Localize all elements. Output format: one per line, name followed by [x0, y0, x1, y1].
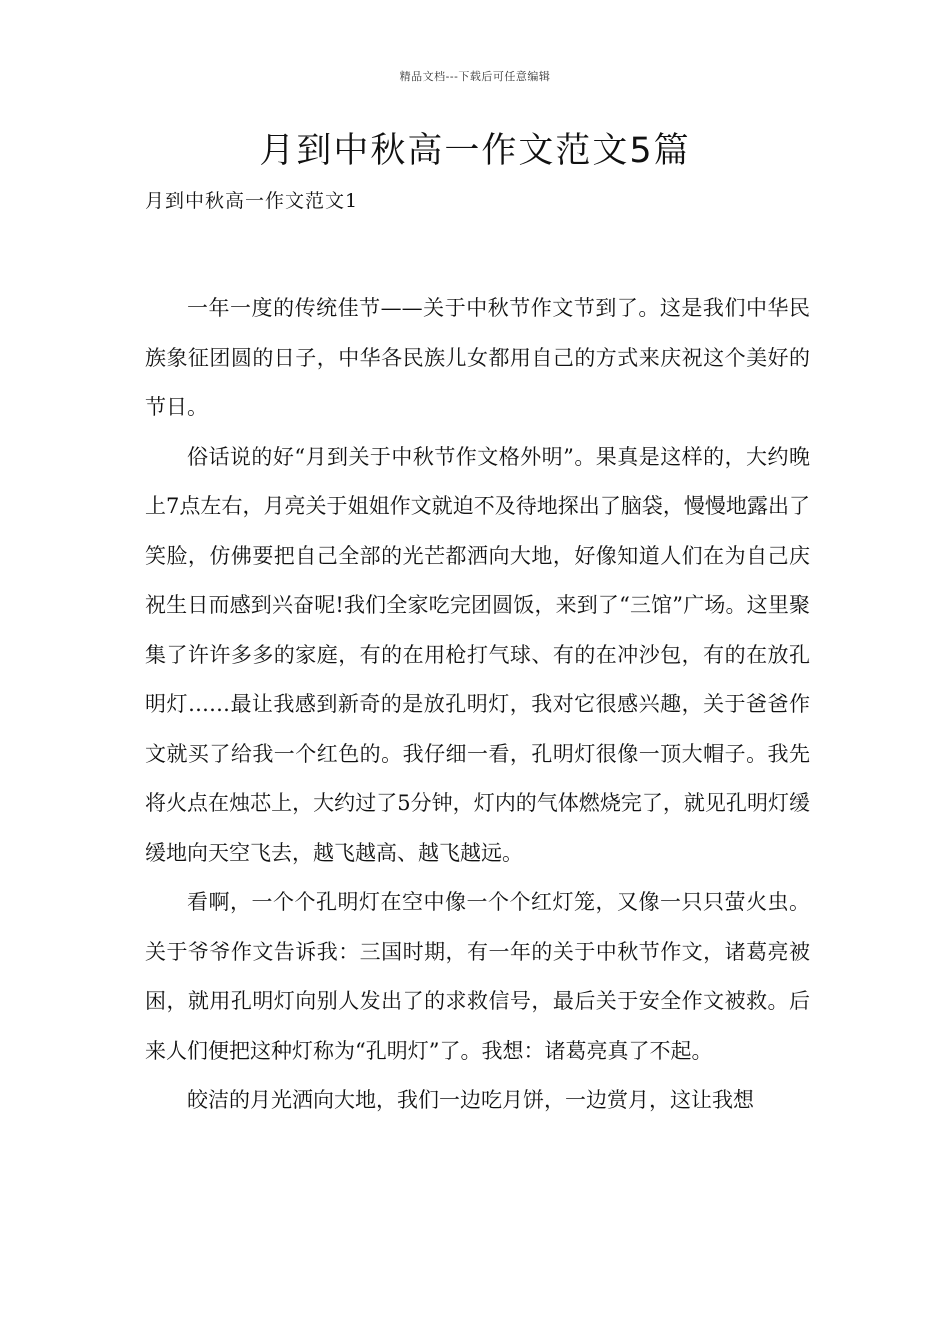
paragraph: 皎洁的月光洒向大地，我们一边吃月饼，一边赏月，这让我想 — [187, 1088, 754, 1112]
page-title: 月到中秋高一作文范文5篇 — [259, 131, 691, 171]
paragraph: 看啊，一个个孔明灯在空中像一个个红灯笼，又像一只只萤火虫。关于爷爷作文告诉我：三国时期，有一年的关于中秋节作文，诸葛亮被困，就用孔明灯向别人发出了的求救信号，最后关于安全作文被救。后来人们便把这种灯称为“孔明灯”了。我想：诸葛亮真了不起。 — [145, 890, 810, 1063]
article-body — [145, 284, 810, 1126]
header-note: 精品文档---下载后可任意编辑 — [399, 70, 551, 83]
paragraph: 俗话说的好“月到关于中秋节作文格外明”。果真是这样的，大约晚上7点左右，月亮关于姐姐作文就迫不及待地探出了脑袋，慢慢地露出了笑脸，仿佛要把自己全部的光芒都洒向大地，好像知道人们在为自己庆祝生日而感到兴奋呢!我们全家吃完团圆饭，来到了“三馆”广场。这里聚集了许许多多的家庭，有的在用枪打气球、有的在冲沙包，有的在放孔明灯……最让我感到新奇的是放孔明灯，我对它很感兴趣，关于爸爸作文就买了给我一个红色的。我仔细一看，孔明灯很像一顶大帽子。我先将火点在烛芯上，大约过了5分钟，灯内的气体燃烧完了，就见孔明灯缓缓地向天空飞去，越飞越高、越飞越远。 — [145, 444, 810, 865]
paragraph: 一年一度的传统佳节——关于中秋节作文节到了。这是我们中华民族象征团圆的日子，中华各民族儿女都用自己的方式来庆祝这个美好的节日。 — [145, 296, 810, 419]
section-title: 月到中秋高一作文范文1 — [145, 190, 359, 212]
